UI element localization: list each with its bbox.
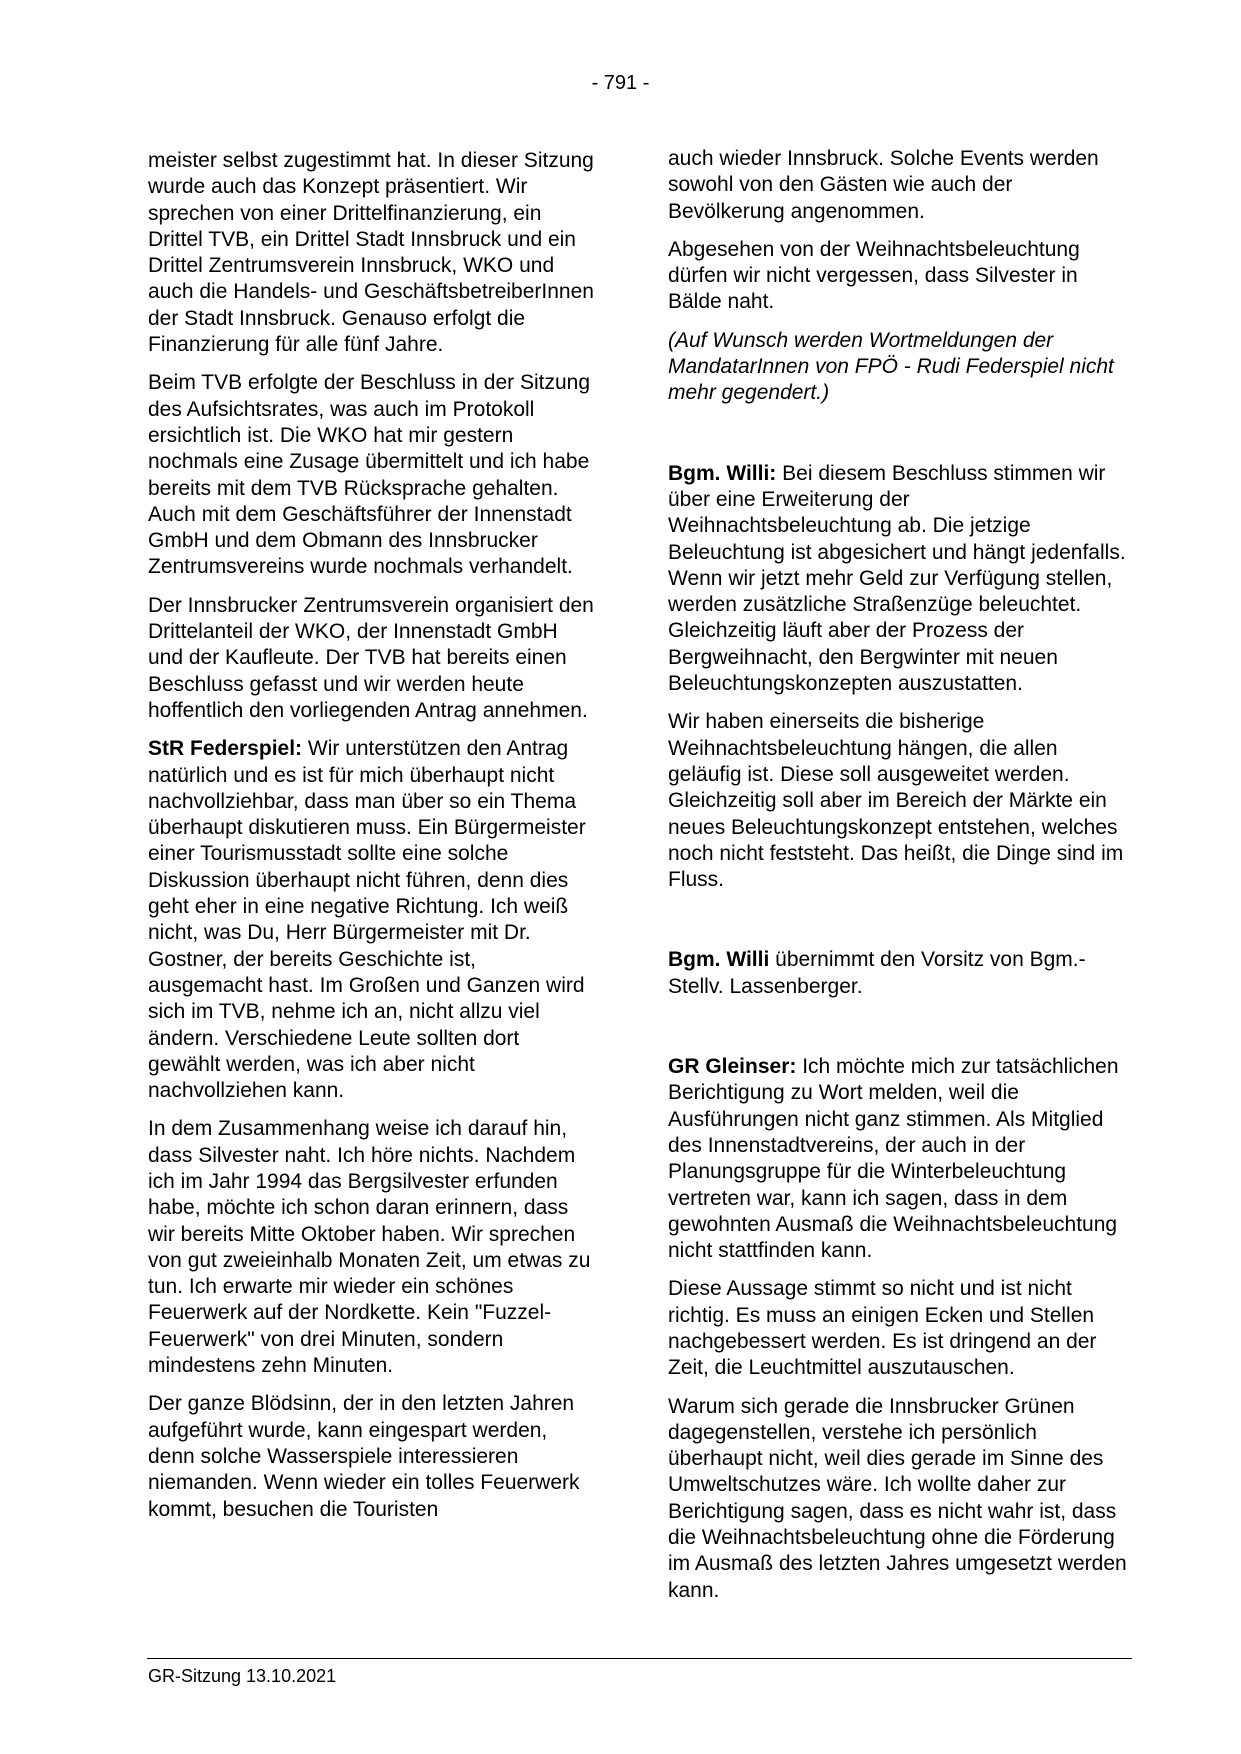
speech-gleinser [668, 1054, 1128, 1264]
chair-change-note [668, 947, 1128, 1000]
footer-session-date: GR-Sitzung 13.10.2021 [148, 1666, 337, 1686]
speaker-name: StR Federspiel: [148, 737, 303, 761]
left-column [148, 148, 596, 1535]
paragraph: In dem Zusammenhang weise ich darauf hin, dass Silvester naht. Ich höre nichts. Nachdem ich im Jahr 1994 das Bergsilvester erfunden habe, möchte ich schon daran erinnern, dass wir bereits Mitte Oktober haben. Wir sprechen von gut zweieinhalb Monaten Zeit, um etwas zu tun. Ich erwarte mir wieder ein schönes Feuerwerk auf der Nordkette. Kein "Fuzzel-Feuerwerk" von drei Minuten, sondern mindestens zehn Minuten. [148, 1117, 591, 1378]
paragraph: auch wieder Innsbruck. Solche Events werden sowohl von den Gästen wie auch der Bevölkerung angenommen. [668, 147, 1099, 223]
speech-text: Wir unterstützen den Antrag natürlich und es ist für mich überhaupt nicht nachvollziehbar, dass man über so ein Thema überhaupt diskutieren muss. Ein Bürgermeister einer Tourismusstadt sollte eine solche Diskussion überhaupt nicht führen, denn dies geht eher in eine negative Richtung. Ich weiß nicht, was Du, Herr Bürgermeister mit Dr. Gostner, der bereits Geschichte ist, ausgemacht hast. Im Großen und Ganzen wird sich im TVB, nehme ich an, nicht allzu viel ändern. Verschiedene Leute sollten dort gewählt werden, was ich aber nicht nachvollziehen kann. [148, 737, 586, 1103]
paragraph: Diese Aussage stimmt so nicht und ist nicht richtig. Es muss an einigen Ecken und Stellen nachgebessert werden. Es ist dringend an der Zeit, die Leuchtmittel auszutauschen. [668, 1277, 1097, 1380]
paragraph: Der ganze Blödsinn, der in den letzten Jahren aufgeführt wurde, kann eingespart werden, denn solche Wasserspiele interessieren niemanden. Wenn wieder ein tolles Feuerwerk kommt, besuchen die Touristen [148, 1392, 580, 1521]
paragraph: meister selbst zugestimmt hat. In dieser Sitzung wurde auch das Konzept präsentiert. Wir sprechen von einer Drittelfinanzierung, ein Drittel TVB, ein Drittel Stadt Innsbruck und ein Drittel Zentrumsverein Innsbruck, WKO und auch die Handels- und GeschäftsbetreiberInnen der Stadt Innsbruck. Genauso erfolgt die Finanzierung für alle fünf Jahre. [148, 149, 594, 357]
speech-text: Ich möchte mich zur tatsächlichen Berichtigung zu Wort melden, weil die Ausführungen nicht ganz stimmen. Als Mitglied des Innenstadtvereins, der auch in der Planungsgruppe für die Winterbeleuchtung vertreten war, kann ich sagen, dass in dem gewohnten Ausmaß die Weihnachtsbeleuchtung nicht stattfinden kann. [668, 1055, 1119, 1263]
right-column [668, 146, 1128, 1616]
note-text: übernimmt den Vorsitz von Bgm.-Stellv. Lassenberger. [668, 948, 1086, 998]
paragraph: Der Innsbrucker Zentrumsverein organisiert den Drittelanteil der WKO, der Innenstadt GmbH und der Kaufleute. Der TVB hat bereits einen Beschluss gefasst und wir werden heute hoffentlich den vorliegenden Antrag annehmen. [148, 593, 594, 722]
paragraph: Wir haben einerseits die bisherige Weihnachtsbeleuchtung hängen, die allen geläufig ist. Diese soll ausgeweitet werden. Gleichzeitig soll aber im Bereich der Märkte ein neues Beleuchtungskonzept entstehen, welches noch nicht feststeht. Das heißt, die Dinge sind im Fluss. [668, 710, 1124, 892]
editorial-note: (Auf Wunsch werden Wortmeldungen der MandatarInnen von FPÖ - Rudi Federspiel nicht mehr gegendert.) [668, 328, 1114, 405]
speech-willi [668, 461, 1128, 698]
speaker-name: Bgm. Willi: [668, 461, 777, 485]
paragraph: Abgesehen von der Weihnachtsbeleuchtung dürfen wir nicht vergessen, dass Silvester in Bälde naht. [668, 237, 1080, 314]
footer-divider [147, 1658, 1132, 1659]
speech-text: Bei diesem Beschluss stimmen wir über eine Erweiterung der Weihnachtsbeleuchtung ab. Die jetzige Beleuchtung ist abgesichert und hängt jedenfalls. Wenn wir jetzt mehr Geld zur Verfügung stellen, werden zusätzliche Straßenzüge beleuchtet. Gleichzeitig läuft aber der Prozess der Bergweihnacht, den Bergwinter mit neuen Beleuchtungskonzepten auszustatten. [668, 461, 1126, 696]
paragraph: Warum sich gerade die Innsbrucker Grünen dagegenstellen, verstehe ich persönlich überhaupt nicht, weil dies gerade im Sinne des Umweltschutzes wäre. Ich wollte daher zur Berichtigung sagen, dass es nicht wahr ist, dass die Weihnachtsbeleuchtung ohne die Förderung im Ausmaß des letzten Jahres umgesetzt werden kann. [668, 1394, 1127, 1602]
speech-federspiel [148, 736, 596, 1104]
speaker-name: Bgm. Willi [668, 948, 770, 972]
speaker-name: GR Gleinser: [668, 1055, 797, 1079]
page-number: - 791 - [591, 72, 650, 94]
paragraph: Beim TVB erfolgte der Beschluss in der Sitzung des Aufsichtsrates, was auch im Protokoll ersichtlich ist. Die WKO hat mir gestern nochmals eine Zusage übermittelt und ich habe bereits mit dem TVB Rücksprache gehalten. Auch mit dem Geschäftsführer der Innenstadt GmbH und dem Obmann des Innsbrucker Zentrumsvereins wurde nochmals verhandelt. [148, 371, 590, 579]
